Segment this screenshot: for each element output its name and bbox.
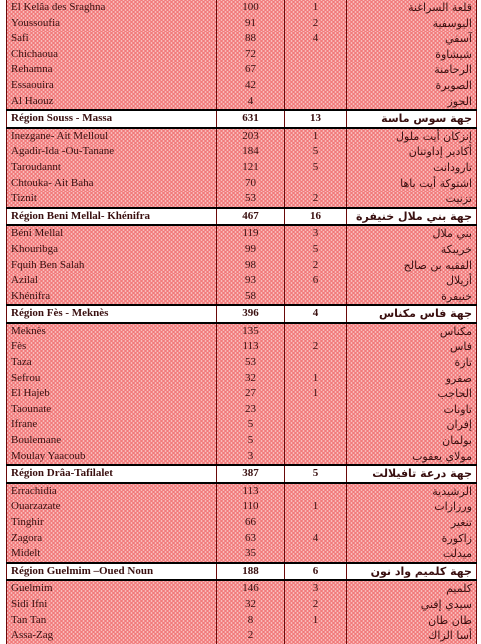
value-cell: 98 [217,258,285,274]
province-name-cell: Azilal [7,273,217,289]
count-cell [285,628,347,644]
arabic-name-cell: تارودانت [347,160,477,176]
region-row [7,305,477,323]
table-row [7,613,477,629]
value-cell: 100 [217,0,285,16]
count-cell: 1 [285,613,347,629]
province-name-cell: Ifrane [7,417,217,433]
table-row [7,515,477,531]
province-name-cell: Al Haouz [7,94,217,111]
province-name-cell: Errachidia [7,483,217,500]
arabic-name-cell: آسفي [347,31,477,47]
count-cell: 1 [285,386,347,402]
count-cell [285,433,347,449]
province-name-cell: Sidi Ifni [7,597,217,613]
table-row [7,355,477,371]
value-cell: 184 [217,144,285,160]
table-row [7,94,477,111]
arabic-name-cell: اشتوكة أيت باها [347,176,477,192]
count-cell [285,94,347,111]
arabic-name-cell: إفران [347,417,477,433]
province-name-cell: Béni Mellal [7,225,217,242]
province-name-cell: Taounate [7,402,217,418]
count-cell [285,289,347,306]
province-name-cell: Région Drâa-Tafilalet [7,465,217,483]
province-name-cell: Khénifra [7,289,217,306]
arabic-name-cell: الرشيدية [347,483,477,500]
count-cell: 5 [285,465,347,483]
arabic-name-cell: ميدلت [347,546,477,563]
table-row [7,0,477,16]
province-name-cell: Taza [7,355,217,371]
arabic-name-cell: قلعة السراغنة [347,0,477,16]
table-row [7,483,477,500]
count-cell [285,47,347,63]
value-cell: 67 [217,62,285,78]
table-row [7,31,477,47]
table-row [7,628,477,644]
table-row [7,371,477,387]
province-name-cell: Safi [7,31,217,47]
count-cell: 3 [285,225,347,242]
arabic-name-cell: خنيفرة [347,289,477,306]
arabic-name-cell: سيدي إفني [347,597,477,613]
province-name-cell: Inezgane- Ait Melloul [7,128,217,145]
table-row [7,258,477,274]
province-name-cell: El Hajeb [7,386,217,402]
count-cell: 1 [285,128,347,145]
count-cell: 1 [285,0,347,16]
count-cell: 1 [285,499,347,515]
table-row [7,433,477,449]
table-row [7,580,477,597]
province-name-cell: Taroudannt [7,160,217,176]
value-cell: 63 [217,531,285,547]
value-cell: 88 [217,31,285,47]
value-cell: 113 [217,483,285,500]
province-name-cell: Tiznit [7,191,217,208]
province-name-cell: Youssoufia [7,16,217,32]
value-cell: 66 [217,515,285,531]
count-cell [285,417,347,433]
table-row [7,225,477,242]
arabic-name-cell: بني ملال [347,225,477,242]
province-name-cell: Région Fès - Meknès [7,305,217,323]
table-row [7,62,477,78]
province-name-cell: Boulemane [7,433,217,449]
table-row [7,402,477,418]
table-row [7,546,477,563]
province-name-cell: Assa-Zag [7,628,217,644]
table-row [7,273,477,289]
table-row [7,339,477,355]
arabic-name-cell: أكادير إداوتنان [347,144,477,160]
province-name-cell: Ouarzazate [7,499,217,515]
count-cell: 2 [285,16,347,32]
table-row [7,386,477,402]
province-name-cell: Chichaoua [7,47,217,63]
count-cell: 16 [285,208,347,226]
arabic-name-cell: الحوز [347,94,477,111]
arabic-name-cell: جهة درعة تافيلالت [347,465,477,483]
arabic-name-cell: أزيلال [347,273,477,289]
province-name-cell: El Kelâa des Sraghna [7,0,217,16]
value-cell: 119 [217,225,285,242]
province-name-cell: Rehamna [7,62,217,78]
value-cell: 27 [217,386,285,402]
arabic-name-cell: الحاجب [347,386,477,402]
arabic-name-cell: أسا الزاك [347,628,477,644]
value-cell: 53 [217,355,285,371]
table-row [7,449,477,466]
arabic-name-cell: تنغير [347,515,477,531]
arabic-name-cell: تاونات [347,402,477,418]
value-cell: 8 [217,613,285,629]
arabic-name-cell: جهة فاس مكناس [347,305,477,323]
value-cell: 146 [217,580,285,597]
province-name-cell: Moulay Yaacoub [7,449,217,466]
region-row [7,208,477,226]
arabic-name-cell: الفقيه بن صالح [347,258,477,274]
count-cell: 5 [285,242,347,258]
value-cell: 91 [217,16,285,32]
province-name-cell: Midelt [7,546,217,563]
value-cell: 42 [217,78,285,94]
table-row [7,289,477,306]
count-cell: 5 [285,160,347,176]
count-cell [285,546,347,563]
value-cell: 2 [217,628,285,644]
count-cell: 2 [285,339,347,355]
arabic-name-cell: جهة سوس ماسة [347,110,477,128]
table-row [7,47,477,63]
table-row [7,531,477,547]
province-name-cell: Chtouka- Ait Baha [7,176,217,192]
count-cell: 4 [285,305,347,323]
value-cell: 5 [217,417,285,433]
value-cell: 72 [217,47,285,63]
count-cell [285,515,347,531]
province-name-cell: Guelmim [7,580,217,597]
table-body [7,0,477,644]
count-cell [285,78,347,94]
count-cell: 6 [285,563,347,581]
province-name-cell: Tan Tan [7,613,217,629]
value-cell: 70 [217,176,285,192]
statistics-table [6,0,477,644]
table-row [7,499,477,515]
count-cell: 2 [285,597,347,613]
value-cell: 113 [217,339,285,355]
arabic-name-cell: اليوسفية [347,16,477,32]
arabic-name-cell: طان طان [347,613,477,629]
table-row [7,16,477,32]
value-cell: 93 [217,273,285,289]
value-cell: 23 [217,402,285,418]
region-row [7,110,477,128]
value-cell: 135 [217,323,285,340]
table-row [7,597,477,613]
province-name-cell: Région Souss - Massa [7,110,217,128]
province-name-cell: Zagora [7,531,217,547]
value-cell: 53 [217,191,285,208]
count-cell [285,449,347,466]
value-cell: 5 [217,433,285,449]
arabic-name-cell: بولمان [347,433,477,449]
table-row [7,160,477,176]
count-cell [285,176,347,192]
table-row [7,417,477,433]
count-cell: 4 [285,531,347,547]
table-row [7,78,477,94]
arabic-name-cell: كلميم [347,580,477,597]
value-cell: 467 [217,208,285,226]
value-cell: 387 [217,465,285,483]
value-cell: 396 [217,305,285,323]
arabic-name-cell: جهة بني ملال خنيفرة [347,208,477,226]
province-name-cell: Meknès [7,323,217,340]
province-name-cell: Sefrou [7,371,217,387]
count-cell: 4 [285,31,347,47]
province-name-cell: Essaouira [7,78,217,94]
value-cell: 58 [217,289,285,306]
province-name-cell: Région Beni Mellal- Khénifra [7,208,217,226]
arabic-name-cell: مولاي يعقوب [347,449,477,466]
value-cell: 631 [217,110,285,128]
count-cell: 3 [285,580,347,597]
province-name-cell: Région Guelmim –Oued Noun [7,563,217,581]
value-cell: 188 [217,563,285,581]
value-cell: 32 [217,371,285,387]
count-cell [285,483,347,500]
province-name-cell: Agadir-Ida -Ou-Tanane [7,144,217,160]
count-cell [285,323,347,340]
region-row [7,563,477,581]
value-cell: 4 [217,94,285,111]
count-cell [285,355,347,371]
arabic-name-cell: إنزكان أيت ملول [347,128,477,145]
arabic-name-cell: خريبكة [347,242,477,258]
count-cell: 5 [285,144,347,160]
province-name-cell: Fès [7,339,217,355]
value-cell: 99 [217,242,285,258]
region-row [7,465,477,483]
count-cell [285,62,347,78]
count-cell: 1 [285,371,347,387]
count-cell: 2 [285,191,347,208]
value-cell: 3 [217,449,285,466]
arabic-name-cell: تازة [347,355,477,371]
count-cell: 13 [285,110,347,128]
arabic-name-cell: جهة كلميم واد نون [347,563,477,581]
arabic-name-cell: صفرو [347,371,477,387]
arabic-name-cell: مكناس [347,323,477,340]
arabic-name-cell: زاكورة [347,531,477,547]
value-cell: 32 [217,597,285,613]
table-row [7,128,477,145]
count-cell [285,402,347,418]
count-cell: 6 [285,273,347,289]
value-cell: 121 [217,160,285,176]
province-name-cell: Tinghir [7,515,217,531]
count-cell: 2 [285,258,347,274]
value-cell: 35 [217,546,285,563]
table-row [7,191,477,208]
table-row [7,323,477,340]
table-row [7,176,477,192]
arabic-name-cell: الرحامنة [347,62,477,78]
province-name-cell: Fquih Ben Salah [7,258,217,274]
arabic-name-cell: فاس [347,339,477,355]
arabic-name-cell: شيشاوة [347,47,477,63]
table-row [7,242,477,258]
value-cell: 110 [217,499,285,515]
arabic-name-cell: ورزازات [347,499,477,515]
table-row [7,144,477,160]
arabic-name-cell: الصويرة [347,78,477,94]
province-name-cell: Khouribga [7,242,217,258]
arabic-name-cell: تزنيت [347,191,477,208]
value-cell: 203 [217,128,285,145]
